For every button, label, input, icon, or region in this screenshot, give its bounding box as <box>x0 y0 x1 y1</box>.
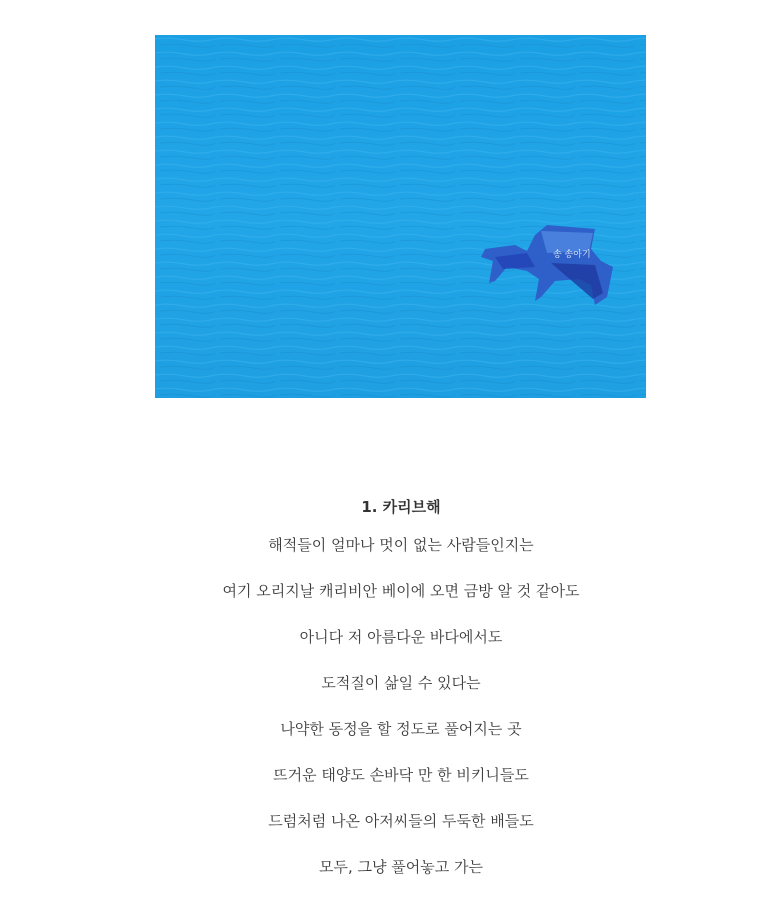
poem-line: 여기 오리지날 캐리비안 베이에 오면 금방 알 것 같아도 <box>222 582 580 600</box>
poem-line: 뜨거운 태양도 손바닥 만 한 비키니들도 <box>273 766 529 784</box>
poem-line: 드럼처럼 나온 아저씨들의 두둑한 배들도 <box>268 812 534 830</box>
poem-line: 해적들이 얼마나 멋이 없는 사람들인지는 <box>268 536 534 554</box>
boat-signature: 송 송아기 <box>553 250 591 260</box>
sea-painting-canvas <box>155 35 646 398</box>
poem-line: 모두, 그냥 풀어놓고 가는 <box>319 858 483 876</box>
poem-lines <box>0 522 775 890</box>
poem-line: 나약한 동정을 할 정도로 풀어지는 곳 <box>280 720 522 738</box>
poem-line: 도적질이 삶일 수 있다는 <box>321 674 481 692</box>
sea-brush-strokes <box>155 35 646 398</box>
poem <box>0 492 775 890</box>
sea-painting <box>155 35 646 398</box>
poem-line: 아니다 저 아름다운 바다에서도 <box>299 628 503 646</box>
poem-title: 1. 카리브해 <box>361 498 441 516</box>
